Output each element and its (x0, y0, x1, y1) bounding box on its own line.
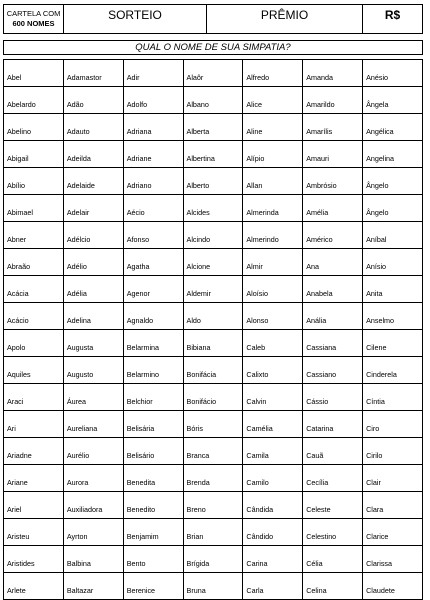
name-cell[interactable]: Ari (4, 411, 64, 438)
name-cell[interactable]: Adélia (63, 276, 123, 303)
name-cell[interactable]: Ayrton (63, 519, 123, 546)
name-cell[interactable]: Aldo (183, 303, 243, 330)
name-cell[interactable]: Albertina (183, 141, 243, 168)
name-cell[interactable]: Calvin (243, 384, 303, 411)
name-cell[interactable]: Aurélio (63, 438, 123, 465)
sorteio-box (64, 5, 207, 33)
name-cell[interactable]: Cecília (303, 465, 363, 492)
name-cell[interactable]: Ana (303, 249, 363, 276)
names-grid-body (4, 60, 423, 600)
name-cell[interactable]: Camilo (243, 465, 303, 492)
names-row (4, 114, 423, 141)
names-row (4, 492, 423, 519)
names-row (4, 519, 423, 546)
name-cell[interactable]: Araci (4, 384, 64, 411)
name-cell[interactable]: Bento (123, 546, 183, 573)
name-cell[interactable]: Alcindo (183, 222, 243, 249)
name-cell[interactable]: Agatha (123, 249, 183, 276)
name-cell[interactable]: Angelina (363, 141, 423, 168)
name-cell[interactable]: Belarmina (123, 330, 183, 357)
name-cell[interactable]: Ângelo (363, 168, 423, 195)
name-cell[interactable]: Benjamim (123, 519, 183, 546)
name-cell[interactable]: Cássio (303, 384, 363, 411)
name-cell[interactable]: Afonso (123, 222, 183, 249)
name-cell[interactable]: Caleb (243, 330, 303, 357)
sorteio-label: SORTEIO (108, 8, 162, 22)
name-cell[interactable]: Benedito (123, 492, 183, 519)
name-cell[interactable]: Cíntia (363, 384, 423, 411)
name-cell[interactable]: Acácio (4, 303, 64, 330)
name-cell[interactable]: Abílio (4, 168, 64, 195)
header-bar (3, 4, 423, 34)
name-cell[interactable]: Célia (303, 546, 363, 573)
name-cell[interactable]: Anita (363, 276, 423, 303)
name-cell[interactable]: Carla (243, 573, 303, 600)
name-cell[interactable]: Claudete (363, 573, 423, 600)
name-cell[interactable]: Agenor (123, 276, 183, 303)
name-cell[interactable]: Cassiano (303, 357, 363, 384)
name-cell[interactable]: Aristeu (4, 519, 64, 546)
name-cell[interactable]: Auxiliadora (63, 492, 123, 519)
name-cell[interactable]: Clair (363, 465, 423, 492)
names-row (4, 330, 423, 357)
name-cell[interactable]: Acácia (4, 276, 64, 303)
name-cell[interactable]: Belisária (123, 411, 183, 438)
name-cell[interactable]: Bonifácia (183, 357, 243, 384)
name-cell[interactable]: Clarice (363, 519, 423, 546)
name-cell[interactable]: Abelardo (4, 87, 64, 114)
name-cell[interactable]: Aristides (4, 546, 64, 573)
name-cell[interactable]: Cinderela (363, 357, 423, 384)
name-cell[interactable]: Belisário (123, 438, 183, 465)
name-cell[interactable]: Baltazar (63, 573, 123, 600)
name-cell[interactable]: Celina (303, 573, 363, 600)
name-cell[interactable]: Cauã (303, 438, 363, 465)
name-cell[interactable]: Áurea (63, 384, 123, 411)
name-cell[interactable]: Angélica (363, 114, 423, 141)
name-cell[interactable]: Balbina (63, 546, 123, 573)
name-cell[interactable]: Aline (243, 114, 303, 141)
name-cell[interactable]: Brian (183, 519, 243, 546)
name-cell[interactable]: Ângelo (363, 195, 423, 222)
names-row (4, 465, 423, 492)
name-cell[interactable]: Bruna (183, 573, 243, 600)
name-cell[interactable]: Alberto (183, 168, 243, 195)
name-cell[interactable]: Brígida (183, 546, 243, 573)
question-banner: QUAL O NOME DE SUA SIMPATIA? (3, 40, 423, 55)
name-cell[interactable]: Amarílis (303, 114, 363, 141)
name-cell[interactable]: Branca (183, 438, 243, 465)
name-cell[interactable]: Alonso (243, 303, 303, 330)
names-row (4, 249, 423, 276)
names-row (4, 195, 423, 222)
name-cell[interactable]: Cassiana (303, 330, 363, 357)
name-cell[interactable]: Amarildo (303, 87, 363, 114)
name-cell[interactable]: Cândida (243, 492, 303, 519)
name-cell[interactable]: Adriana (123, 114, 183, 141)
name-cell[interactable]: Cilene (363, 330, 423, 357)
name-cell[interactable]: Ariel (4, 492, 64, 519)
name-cell[interactable]: Almerinda (243, 195, 303, 222)
names-row (4, 438, 423, 465)
names-row (4, 168, 423, 195)
name-cell[interactable]: Aldemir (183, 276, 243, 303)
cartela-count: 600 NOMES (12, 19, 55, 28)
name-cell[interactable]: Adélcio (63, 222, 123, 249)
name-cell[interactable]: Abigail (4, 141, 64, 168)
premio-box (207, 5, 363, 33)
name-cell[interactable]: Almerindo (243, 222, 303, 249)
name-cell[interactable]: Benedita (123, 465, 183, 492)
name-cell[interactable]: Berenice (123, 573, 183, 600)
name-cell[interactable]: Aécio (123, 195, 183, 222)
name-cell[interactable]: Ariane (4, 465, 64, 492)
name-cell[interactable]: Anselmo (363, 303, 423, 330)
name-cell[interactable]: Adão (63, 87, 123, 114)
name-cell[interactable]: Celeste (303, 492, 363, 519)
name-cell[interactable]: Adélio (63, 249, 123, 276)
name-cell[interactable]: Aureliana (63, 411, 123, 438)
names-row (4, 222, 423, 249)
name-cell[interactable]: Adolfo (123, 87, 183, 114)
name-cell[interactable]: Cândido (243, 519, 303, 546)
name-cell[interactable]: Abraão (4, 249, 64, 276)
names-row (4, 141, 423, 168)
cartela-label: CARTELA COM (6, 9, 61, 18)
name-cell[interactable]: Abner (4, 222, 64, 249)
name-cell[interactable]: Anália (303, 303, 363, 330)
name-cell[interactable]: Celestino (303, 519, 363, 546)
name-cell[interactable]: Ciro (363, 411, 423, 438)
name-cell[interactable]: Alípio (243, 141, 303, 168)
name-cell[interactable]: Catarina (303, 411, 363, 438)
name-cell[interactable]: Allan (243, 168, 303, 195)
name-cell[interactable]: Anísio (363, 249, 423, 276)
name-cell[interactable]: Aurora (63, 465, 123, 492)
name-cell[interactable]: Aníbal (363, 222, 423, 249)
names-row (4, 276, 423, 303)
name-cell[interactable]: Aquiles (4, 357, 64, 384)
name-cell[interactable]: Alcione (183, 249, 243, 276)
name-cell[interactable]: Alice (243, 87, 303, 114)
name-cell[interactable]: Amélia (303, 195, 363, 222)
name-cell[interactable]: Amanda (303, 60, 363, 87)
name-cell[interactable]: Américo (303, 222, 363, 249)
currency-label: R$ (384, 8, 401, 22)
name-cell[interactable]: Bibiana (183, 330, 243, 357)
names-row (4, 303, 423, 330)
name-cell[interactable]: Albano (183, 87, 243, 114)
name-cell[interactable]: Abimael (4, 195, 64, 222)
name-cell[interactable]: Agnaldo (123, 303, 183, 330)
name-cell[interactable]: Augusto (63, 357, 123, 384)
name-cell[interactable]: Belarmino (123, 357, 183, 384)
name-cell[interactable]: Breno (183, 492, 243, 519)
name-cell[interactable]: Ângela (363, 87, 423, 114)
name-cell[interactable]: Alfredo (243, 60, 303, 87)
name-cell[interactable]: Clara (363, 492, 423, 519)
name-cell[interactable]: Anésio (363, 60, 423, 87)
name-cell[interactable]: Belchior (123, 384, 183, 411)
name-cell[interactable]: Alcides (183, 195, 243, 222)
premio-label: PRÊMIO (260, 8, 309, 22)
name-cell[interactable]: Aloísio (243, 276, 303, 303)
name-cell[interactable]: Cirilo (363, 438, 423, 465)
name-cell[interactable]: Adriano (123, 168, 183, 195)
name-cell[interactable]: Adeilda (63, 141, 123, 168)
name-cell[interactable]: Bonifácio (183, 384, 243, 411)
names-row (4, 573, 423, 600)
name-cell[interactable]: Camila (243, 438, 303, 465)
name-cell[interactable]: Arlete (4, 573, 64, 600)
name-cell[interactable]: Carina (243, 546, 303, 573)
name-cell[interactable]: Apolo (4, 330, 64, 357)
name-cell[interactable]: Augusta (63, 330, 123, 357)
name-cell[interactable]: Adelaide (63, 168, 123, 195)
name-cell[interactable]: Adelina (63, 303, 123, 330)
names-row (4, 357, 423, 384)
name-cell[interactable]: Anabela (303, 276, 363, 303)
name-cell[interactable]: Abelino (4, 114, 64, 141)
name-cell[interactable]: Ariadne (4, 438, 64, 465)
names-row (4, 60, 423, 87)
name-cell[interactable]: Ambrósio (303, 168, 363, 195)
name-cell[interactable]: Almir (243, 249, 303, 276)
name-cell[interactable]: Abel (4, 60, 64, 87)
name-cell[interactable]: Alaôr (183, 60, 243, 87)
name-cell[interactable]: Adelair (63, 195, 123, 222)
names-row (4, 87, 423, 114)
name-cell[interactable]: Amauri (303, 141, 363, 168)
currency-box (363, 5, 422, 33)
name-cell[interactable]: Clarissa (363, 546, 423, 573)
names-row (4, 546, 423, 573)
name-cell[interactable]: Adriane (123, 141, 183, 168)
name-cell[interactable]: Alberta (183, 114, 243, 141)
name-cell[interactable]: Bóris (183, 411, 243, 438)
names-row (4, 411, 423, 438)
name-cell[interactable]: Adamastor (63, 60, 123, 87)
name-cell[interactable]: Camélia (243, 411, 303, 438)
name-cell[interactable]: Brenda (183, 465, 243, 492)
cartela-box (4, 5, 64, 33)
name-cell[interactable]: Adir (123, 60, 183, 87)
names-grid (3, 59, 423, 600)
names-row (4, 384, 423, 411)
name-cell[interactable]: Calixto (243, 357, 303, 384)
name-cell[interactable]: Adauto (63, 114, 123, 141)
